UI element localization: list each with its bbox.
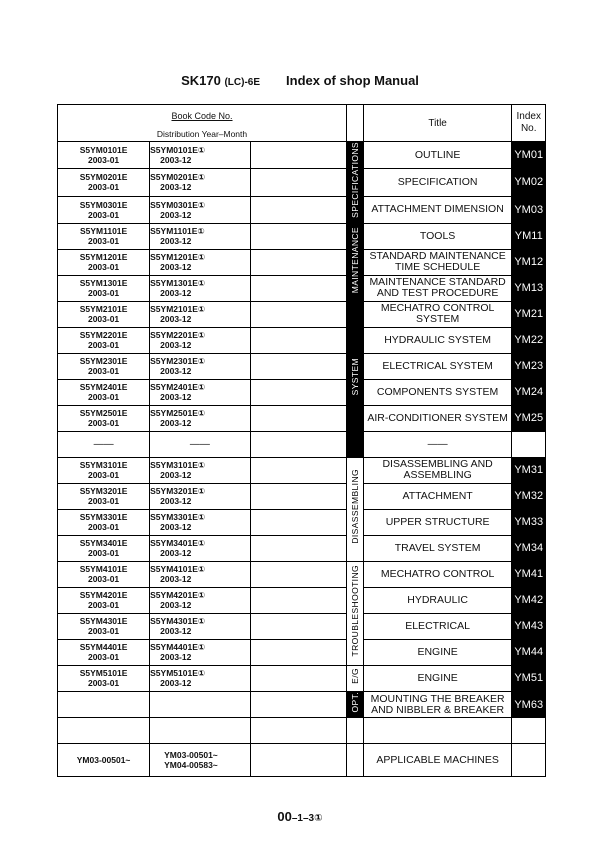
table-row bbox=[58, 457, 546, 483]
index-cell[interactable]: YM02 bbox=[512, 169, 546, 196]
model-name: SK170 bbox=[181, 73, 221, 88]
table-row bbox=[58, 691, 546, 718]
code-cell: S5YM2201E 2003-01 bbox=[58, 327, 150, 353]
code-cell: S5YM3101E 2003-01 bbox=[58, 457, 150, 483]
revision-cell: S5YM1301E① 2003-12 bbox=[150, 275, 251, 301]
index-cell[interactable]: YM34 bbox=[512, 535, 546, 561]
empty-cell bbox=[347, 744, 364, 777]
revision-cell: S5YM0301E① 2003-12 bbox=[150, 196, 251, 223]
index-cell[interactable]: YM22 bbox=[512, 327, 546, 353]
empty-cell bbox=[512, 718, 546, 744]
code-cell: S5YM2401E 2003-01 bbox=[58, 379, 150, 405]
empty-cell bbox=[250, 196, 346, 223]
table-row bbox=[58, 483, 546, 509]
table-row bbox=[58, 639, 546, 665]
code-cell: S5YM0101E 2003-01 bbox=[58, 142, 150, 169]
title-cell: ATTACHMENT DIMENSION bbox=[363, 196, 512, 223]
title-cell: MECHATRO CONTROL SYSTEM bbox=[363, 301, 512, 327]
table-row bbox=[58, 613, 546, 639]
index-cell[interactable]: YM21 bbox=[512, 301, 546, 327]
empty-cell bbox=[250, 275, 346, 301]
revision-cell: S5YM0201E① 2003-12 bbox=[150, 169, 251, 196]
table-row-blank bbox=[58, 718, 546, 744]
table-row bbox=[58, 665, 546, 691]
index-cell[interactable]: YM63 bbox=[512, 691, 546, 718]
applicable-title: APPLICABLE MACHINES bbox=[363, 744, 512, 777]
title-cell: UPPER STRUCTURE bbox=[363, 509, 512, 535]
code-cell: S5YM2501E 2003-01 bbox=[58, 405, 150, 431]
table-row bbox=[58, 561, 546, 587]
book-code-header: Book Code No. bbox=[58, 105, 347, 127]
page-title bbox=[0, 73, 600, 88]
index-cell[interactable]: YM44 bbox=[512, 639, 546, 665]
index-header: Index No. bbox=[512, 105, 546, 142]
index-cell[interactable]: YM03 bbox=[512, 196, 546, 223]
revision-cell: S5YM3101E① 2003-12 bbox=[150, 457, 251, 483]
revision-cell: S5YM4301E① 2003-12 bbox=[150, 613, 251, 639]
revision-cell: S5YM0101E① 2003-12 bbox=[150, 142, 251, 169]
revision-cell: S5YM4201E① 2003-12 bbox=[150, 587, 251, 613]
title-cell: COMPONENTS SYSTEM bbox=[363, 379, 512, 405]
category-eg: E/G bbox=[347, 665, 364, 691]
revision-cell: S5YM2501E① 2003-12 bbox=[150, 405, 251, 431]
revision-cell: S5YM2101E① 2003-12 bbox=[150, 301, 251, 327]
title-cell: MOUNTING THE BREAKER AND NIBBLER & BREAKER bbox=[363, 691, 512, 718]
table-row bbox=[58, 379, 546, 405]
index-table bbox=[57, 104, 546, 777]
index-cell[interactable]: YM13 bbox=[512, 275, 546, 301]
empty-cell bbox=[250, 249, 346, 275]
title-cell: TRAVEL SYSTEM bbox=[363, 535, 512, 561]
empty-cell bbox=[250, 483, 346, 509]
empty-cell bbox=[347, 718, 364, 744]
revision-cell: S5YM2301E① 2003-12 bbox=[150, 353, 251, 379]
title-cell: HYDRAULIC SYSTEM bbox=[363, 327, 512, 353]
empty-cell bbox=[250, 405, 346, 431]
empty-cell bbox=[250, 639, 346, 665]
dash-cell: —— bbox=[150, 431, 251, 457]
index-cell[interactable]: YM24 bbox=[512, 379, 546, 405]
table-row bbox=[58, 353, 546, 379]
code-cell: S5YM4301E 2003-01 bbox=[58, 613, 150, 639]
empty-cell bbox=[250, 691, 346, 718]
table-row bbox=[58, 327, 546, 353]
code-cell: S5YM1201E 2003-01 bbox=[58, 249, 150, 275]
empty-cell bbox=[250, 379, 346, 405]
index-cell[interactable]: YM12 bbox=[512, 249, 546, 275]
index-cell[interactable]: YM11 bbox=[512, 223, 546, 249]
table-row bbox=[58, 223, 546, 249]
title-cell: ELECTRICAL SYSTEM bbox=[363, 353, 512, 379]
model-suffix: (LC)-6E bbox=[224, 77, 261, 88]
code-cell: S5YM0301E 2003-01 bbox=[58, 196, 150, 223]
header-row-1 bbox=[58, 105, 546, 127]
revision-cell: S5YM4101E① 2003-12 bbox=[150, 561, 251, 587]
empty-cell bbox=[250, 301, 346, 327]
empty-cell bbox=[58, 718, 150, 744]
index-cell[interactable]: YM41 bbox=[512, 561, 546, 587]
empty-cell bbox=[250, 665, 346, 691]
index-cell[interactable]: YM51 bbox=[512, 665, 546, 691]
index-cell[interactable]: YM25 bbox=[512, 405, 546, 431]
table-row-dash bbox=[58, 431, 546, 457]
index-cell[interactable]: YM33 bbox=[512, 509, 546, 535]
dash-cell: —— bbox=[58, 431, 150, 457]
dash-cell: —— bbox=[363, 431, 512, 457]
table-row bbox=[58, 301, 546, 327]
title-cell: ATTACHMENT bbox=[363, 483, 512, 509]
code-cell: S5YM1301E 2003-01 bbox=[58, 275, 150, 301]
revision-cell: S5YM2201E① 2003-12 bbox=[150, 327, 251, 353]
title-cell: MAINTENANCE STANDARD AND TEST PROCEDURE bbox=[363, 275, 512, 301]
index-cell[interactable]: YM32 bbox=[512, 483, 546, 509]
table-row bbox=[58, 249, 546, 275]
title-cell: MECHATRO CONTROL bbox=[363, 561, 512, 587]
revision-cell: S5YM3301E① 2003-12 bbox=[150, 509, 251, 535]
title-cell: STANDARD MAINTENANCE TIME SCHEDULE bbox=[363, 249, 512, 275]
code-cell: S5YM3201E 2003-01 bbox=[58, 483, 150, 509]
title-cell: ELECTRICAL bbox=[363, 613, 512, 639]
applicable-code-cell: YM03-00501~ bbox=[58, 744, 150, 777]
empty-cell bbox=[363, 718, 512, 744]
title-cell: OUTLINE bbox=[363, 142, 512, 169]
code-cell: S5YM3401E 2003-01 bbox=[58, 535, 150, 561]
empty-cell bbox=[250, 223, 346, 249]
code-cell: S5YM0201E 2003-01 bbox=[58, 169, 150, 196]
revision-cell: S5YM4401E① 2003-12 bbox=[150, 639, 251, 665]
empty-cell bbox=[250, 587, 346, 613]
empty-cell bbox=[512, 744, 546, 777]
code-cell: S5YM3301E 2003-01 bbox=[58, 509, 150, 535]
table-row bbox=[58, 169, 546, 196]
index-cell[interactable]: YM01 bbox=[512, 142, 546, 169]
distribution-header: Distribution Year–Month bbox=[58, 126, 347, 142]
empty-cell bbox=[250, 457, 346, 483]
title-cell: SPECIFICATION bbox=[363, 169, 512, 196]
title-cell: HYDRAULIC bbox=[363, 587, 512, 613]
page-number: 00–1–3① bbox=[277, 809, 323, 824]
category-disassembling: DISASSEMBLING bbox=[347, 457, 364, 561]
revision-cell: S5YM5101E① 2003-12 bbox=[150, 665, 251, 691]
category-maintenance: MAINTENANCE bbox=[347, 223, 364, 301]
code-cell: S5YM5101E 2003-01 bbox=[58, 665, 150, 691]
table-row bbox=[58, 587, 546, 613]
title-cell: AIR-CONDITIONER SYSTEM bbox=[363, 405, 512, 431]
title-cell: TOOLS bbox=[363, 223, 512, 249]
index-cell-empty bbox=[512, 431, 546, 457]
empty-cell bbox=[250, 561, 346, 587]
code-cell: S5YM4201E 2003-01 bbox=[58, 587, 150, 613]
revision-cell: S5YM3201E① 2003-12 bbox=[150, 483, 251, 509]
table-row bbox=[58, 275, 546, 301]
code-cell: S5YM4101E 2003-01 bbox=[58, 561, 150, 587]
empty-cell bbox=[150, 718, 251, 744]
table-row bbox=[58, 196, 546, 223]
index-cell[interactable]: YM31 bbox=[512, 457, 546, 483]
revision-cell: S5YM1201E① 2003-12 bbox=[150, 249, 251, 275]
index-cell[interactable]: YM23 bbox=[512, 353, 546, 379]
index-cell[interactable]: YM43 bbox=[512, 613, 546, 639]
empty-cell bbox=[250, 613, 346, 639]
category-header bbox=[347, 105, 364, 142]
title-cell: ENGINE bbox=[363, 639, 512, 665]
empty-cell bbox=[250, 353, 346, 379]
empty-cell bbox=[250, 327, 346, 353]
empty-cell bbox=[250, 718, 346, 744]
table-row bbox=[58, 142, 546, 169]
empty-cell bbox=[150, 691, 251, 718]
empty-cell bbox=[250, 744, 346, 777]
table-row bbox=[58, 535, 546, 561]
empty-cell bbox=[250, 509, 346, 535]
code-cell: S5YM4401E 2003-01 bbox=[58, 639, 150, 665]
index-cell[interactable]: YM42 bbox=[512, 587, 546, 613]
revision-cell: S5YM3401E① 2003-12 bbox=[150, 535, 251, 561]
category-troubleshooting: TROUBLESHOOTING bbox=[347, 561, 364, 665]
applicable-code-cell-2: YM03-00501~ YM04-00583~ bbox=[150, 744, 251, 777]
empty-cell bbox=[250, 535, 346, 561]
category-opt: OPT. bbox=[347, 691, 364, 718]
title-cell: ENGINE bbox=[363, 665, 512, 691]
revision-cell: S5YM2401E① 2003-12 bbox=[150, 379, 251, 405]
table-row bbox=[58, 405, 546, 431]
document-title: Index of shop Manual bbox=[286, 73, 419, 88]
code-cell: S5YM1101E 2003-01 bbox=[58, 223, 150, 249]
category-specifications: SPECIFICATIONS bbox=[347, 142, 364, 224]
revision-cell: S5YM1101E① 2003-12 bbox=[150, 223, 251, 249]
empty-cell bbox=[250, 142, 346, 169]
category-system: SYSTEM bbox=[347, 301, 364, 457]
title-cell: DISASSEMBLING AND ASSEMBLING bbox=[363, 457, 512, 483]
empty-cell bbox=[58, 691, 150, 718]
code-cell: S5YM2101E 2003-01 bbox=[58, 301, 150, 327]
applicable-row bbox=[58, 744, 546, 777]
empty-cell bbox=[250, 431, 346, 457]
title-header: Title bbox=[363, 105, 512, 142]
table-row bbox=[58, 509, 546, 535]
empty-cell bbox=[250, 169, 346, 196]
code-cell: S5YM2301E 2003-01 bbox=[58, 353, 150, 379]
